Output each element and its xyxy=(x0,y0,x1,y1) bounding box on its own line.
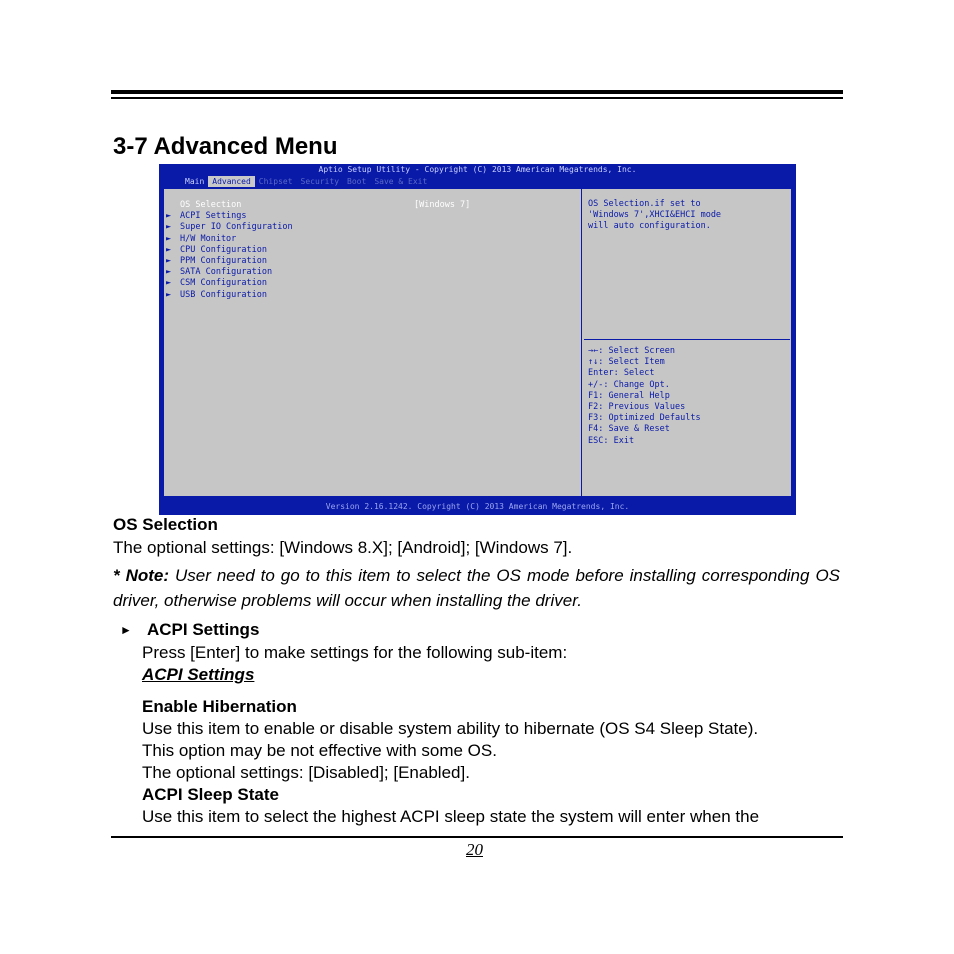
bullet-arrow-icon: ► xyxy=(120,623,132,637)
bios-title: Aptio Setup Utility - Copyright (C) 2013 American Megatrends, Inc. xyxy=(318,165,637,174)
bios-menu-item[interactable]: ► ACPI Settings xyxy=(166,211,247,222)
bios-menu-item[interactable]: ► H/W Monitor xyxy=(166,233,237,244)
sleep-state-line-1: Use this item to select the highest ACPI sleep state the system will enter when the xyxy=(142,807,760,826)
bios-panel-divider xyxy=(581,189,582,496)
note-paragraph xyxy=(113,563,840,613)
bios-menu-item[interactable]: ► CSM Configuration xyxy=(166,278,267,289)
section-title: 3-7 Advanced Menu xyxy=(113,133,338,160)
os-selection-heading: OS Selection xyxy=(113,515,218,534)
hibernation-line-1: Use this item to enable or disable system ability to hibernate (OS S4 Sleep State). xyxy=(142,719,759,738)
arrow-right-icon: ► xyxy=(166,256,172,267)
bios-menu-item[interactable]: ► PPM Configuration xyxy=(166,256,267,267)
bios-footer: Version 2.16.1242. Copyright (C) 2013 American Megatrends, Inc. xyxy=(325,502,630,511)
header-rule-thin xyxy=(111,97,843,99)
arrow-right-icon: ► xyxy=(166,211,172,222)
acpi-press-text: Press [Enter] to make settings for the following sub-item: xyxy=(142,643,568,662)
bios-key-help: →←: Select Screen ↑↓: Select Item Enter: Select +/-: Change Opt. F1: General Help F2: Previous Values F3: Optimized Defaults F4: Save & Reset ESC: Exit xyxy=(588,346,701,446)
bios-menu-item[interactable]: ► CPU Configuration xyxy=(166,244,267,255)
os-selection-options: The optional settings: [Windows 8.X]; [Android]; [Windows 7]. xyxy=(113,538,573,557)
bios-menu-item[interactable]: ► Super IO Configuration xyxy=(166,222,293,233)
bios-tab-main[interactable]: Main xyxy=(185,177,205,186)
bios-menu-item[interactable]: ► SATA Configuration xyxy=(166,267,273,278)
bios-os-selection-value[interactable]: [Windows 7] xyxy=(414,200,471,210)
bios-help-text: OS Selection.if set to 'Windows 7',XHCI&EHCI mode will auto configuration. xyxy=(588,199,722,232)
hibernation-heading: Enable Hibernation xyxy=(142,697,297,716)
arrow-right-icon: ► xyxy=(166,278,172,289)
bios-main-panel xyxy=(163,188,792,497)
bios-tab-advanced[interactable]: Advanced xyxy=(208,176,255,187)
acpi-sub-title: ACPI Settings xyxy=(142,665,255,684)
acpi-settings-heading: ACPI Settings xyxy=(147,620,260,639)
arrow-right-icon: ► xyxy=(166,267,172,278)
bios-screenshot xyxy=(159,164,796,515)
bios-os-selection[interactable]: OS Selection xyxy=(180,200,242,210)
bios-tab-security[interactable]: Security xyxy=(300,177,340,186)
bios-menu-item[interactable]: ► USB Configuration xyxy=(166,289,267,300)
arrow-right-icon: ► xyxy=(166,244,172,255)
bios-menu-list xyxy=(164,200,293,301)
note-text: User need to go to this item to select the OS mode before installing corresponding OS driver, otherwise problems will occur when installing the driver. xyxy=(113,566,841,610)
header-rule-thick xyxy=(111,90,843,94)
footer-rule xyxy=(111,836,843,838)
arrow-right-icon: ► xyxy=(166,233,172,244)
sleep-state-heading: ACPI Sleep State xyxy=(142,785,279,804)
bios-tab-bar xyxy=(181,176,431,187)
hibernation-options: The optional settings: [Disabled]; [Enabled]. xyxy=(142,763,470,782)
bios-tab-save-exit[interactable]: Save & Exit xyxy=(374,177,428,186)
note-prefix: * Note: xyxy=(113,566,170,585)
arrow-right-icon: ► xyxy=(166,222,172,233)
bios-tab-chipset[interactable]: Chipset xyxy=(258,177,293,186)
bios-help-separator xyxy=(584,339,790,340)
bios-tab-boot[interactable]: Boot xyxy=(347,177,367,186)
page-number: 20 xyxy=(466,840,483,859)
hibernation-line-2: This option may be not effective with some OS. xyxy=(142,741,497,760)
arrow-right-icon: ► xyxy=(166,289,172,300)
